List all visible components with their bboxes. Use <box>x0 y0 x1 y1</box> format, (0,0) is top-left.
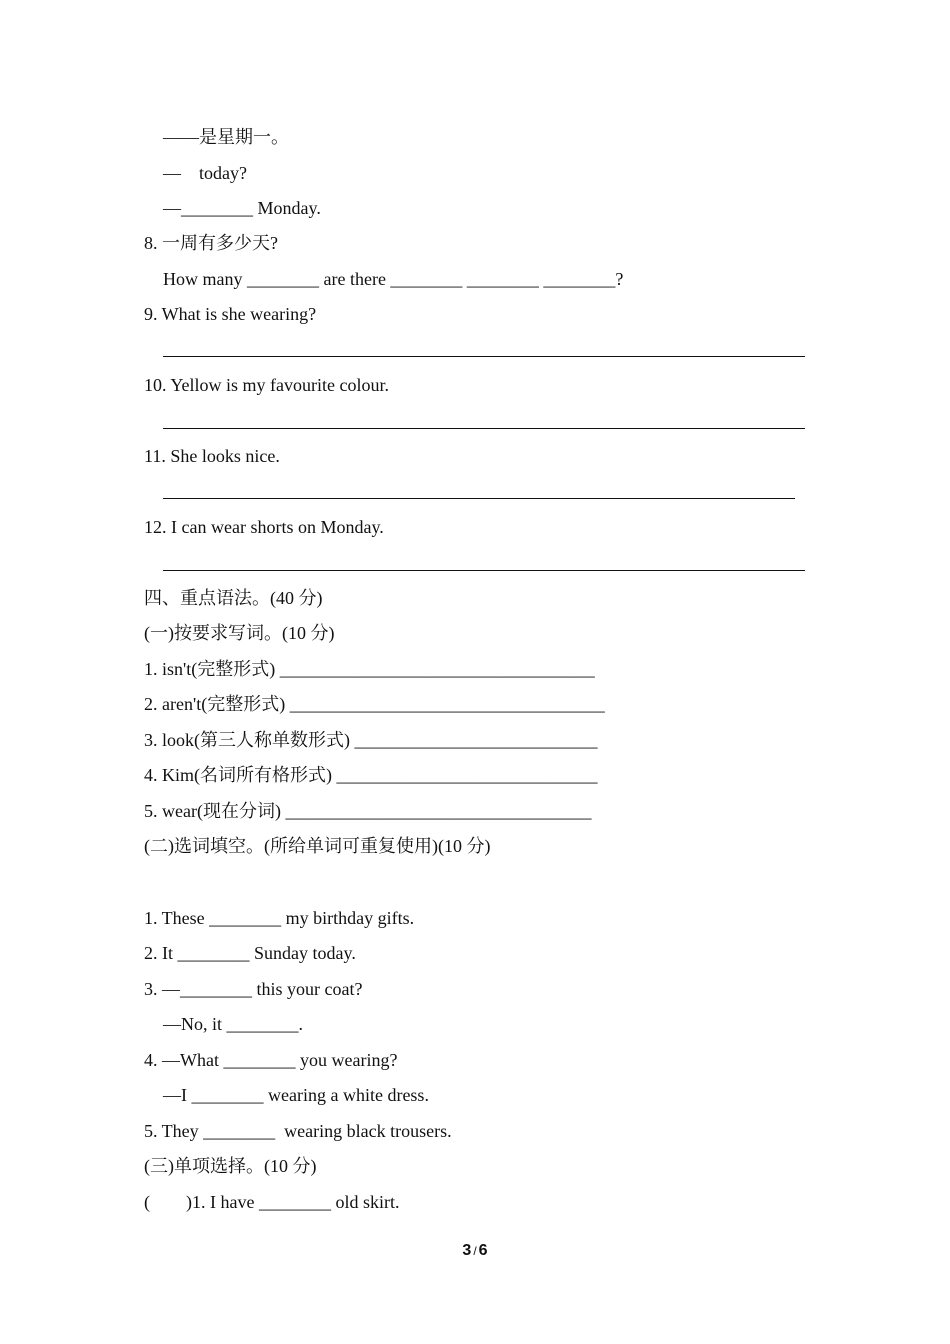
item-11-answer-line[interactable] <box>163 498 795 499</box>
page-number <box>0 1242 950 1260</box>
fill-blank-item-3-question: 3. —________ this your coat? <box>144 979 363 999</box>
item-8-prompt: 8. 一周有多少天? <box>144 233 278 253</box>
item-10-answer-line[interactable] <box>163 428 805 429</box>
subsection-3-heading: (三)单项选择。(10 分) <box>144 1156 317 1176</box>
item-9-answer-line[interactable] <box>163 356 805 357</box>
fill-blank-item-3-answer: —No, it ________. <box>163 1014 304 1034</box>
item-12-prompt: 12. I can wear shorts on Monday. <box>144 517 384 537</box>
word-form-item-2: 2. aren't(完整形式) ___________________________________ <box>144 694 605 714</box>
question-today-line: — today? <box>163 163 247 183</box>
fill-blank-item-2: 2. It ________ Sunday today. <box>144 943 356 963</box>
word-form-item-5: 5. wear(现在分词) __________________________________ <box>144 801 592 821</box>
fill-blank-item-4-question: 4. —What ________ you wearing? <box>144 1050 398 1070</box>
word-form-item-1: 1. isn't(完整形式) ___________________________________ <box>144 659 595 679</box>
current-page: 3 <box>462 1242 472 1259</box>
word-form-item-4: 4. Kim(名词所有格形式) _____________________________ <box>144 765 598 785</box>
item-8-sentence: How many ________ are there ________ ________ ________? <box>163 269 624 289</box>
total-pages: 6 <box>478 1242 488 1259</box>
prompt-chinese-monday: ——是星期一。 <box>163 127 289 147</box>
subsection-2-heading: (二)选词填空。(所给单词可重复使用)(10 分) <box>144 836 491 856</box>
subsection-1-heading: (一)按要求写词。(10 分) <box>144 623 335 643</box>
page-separator: / <box>473 1244 477 1258</box>
word-form-item-3: 3. look(第三人称单数形式) ___________________________ <box>144 730 598 750</box>
item-11-prompt: 11. She looks nice. <box>144 446 280 466</box>
fill-blank-item-5: 5. They ________ wearing black trousers. <box>144 1121 452 1141</box>
fill-blank-item-4-answer: —I ________ wearing a white dress. <box>163 1085 429 1105</box>
item-9-prompt: 9. What is she wearing? <box>144 304 317 324</box>
item-10-prompt: 10. Yellow is my favourite colour. <box>144 375 389 395</box>
answer-monday-line: —________ Monday. <box>163 198 321 218</box>
fill-blank-item-1: 1. These ________ my birthday gifts. <box>144 908 415 928</box>
item-12-answer-line[interactable] <box>163 570 805 571</box>
section-4-heading: 四、重点语法。(40 分) <box>144 588 323 608</box>
choice-item-1: ( )1. I have ________ old skirt. <box>144 1192 400 1212</box>
